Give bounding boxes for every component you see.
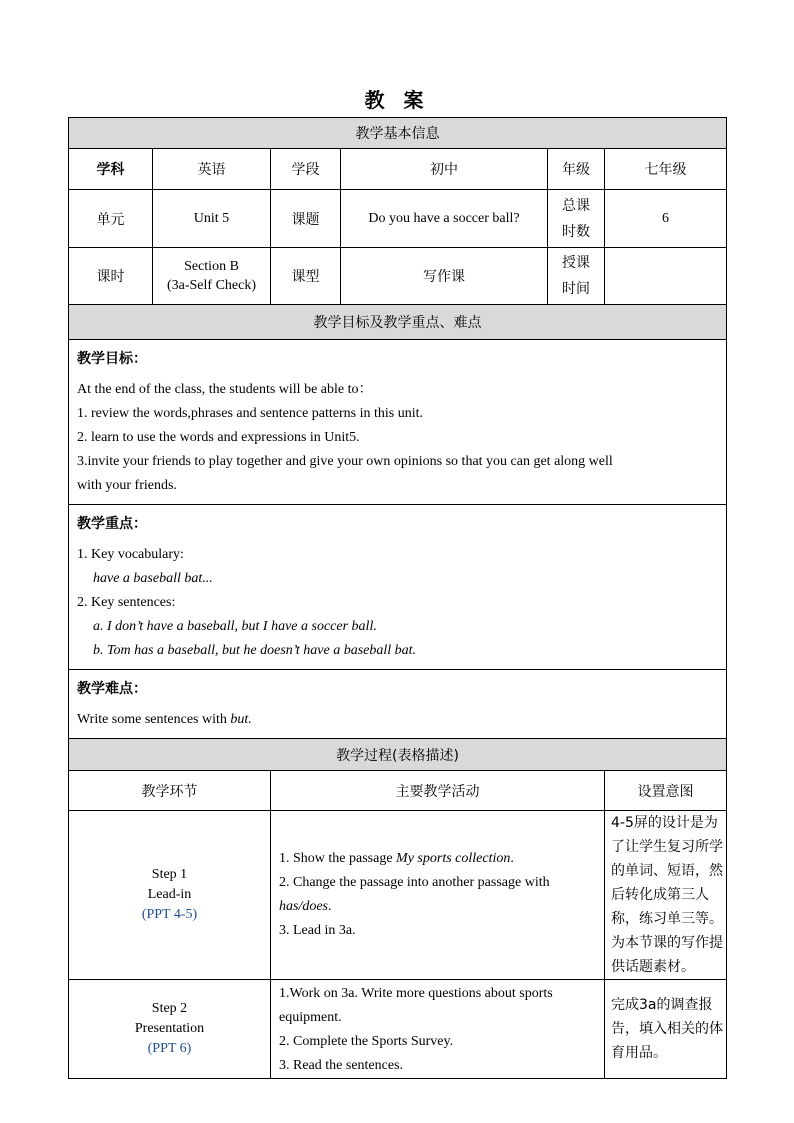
step-1-intent: 4-5屏的设计是为了让学生复习所学的单词、短语，然后转化成第三人称，练习单三等。为本节课的写作提供话题素材。 <box>605 811 727 980</box>
topic-value: Do you have a soccer ball? <box>341 190 548 248</box>
stage-value: 初中 <box>341 149 548 190</box>
type-value: 写作课 <box>341 248 548 305</box>
step-1-ppt: (PPT 4-5) <box>141 907 198 922</box>
col-activity-header: 主要教学活动 <box>271 771 605 811</box>
key-points-cell <box>69 505 727 670</box>
step-2-intent: 完成3a的调查报告，填入相关的体育用品。 <box>605 980 727 1079</box>
period-value <box>153 248 271 305</box>
key-points-heading: 教学重点： <box>77 516 147 532</box>
difficulty-text-main: Write some sentences with <box>77 712 227 727</box>
period-value-line2: (3a-Self Check) <box>166 278 257 293</box>
difficulty-heading: 教学难点： <box>77 681 147 697</box>
grade-label: 年级 <box>548 149 605 190</box>
teach-time-label <box>548 248 605 305</box>
key-sentence-a: a. I don’t have a baseball, but I have a soccer ball. <box>93 619 377 634</box>
topic-label: 课题 <box>271 190 341 248</box>
step-2-number: Step 2 <box>151 1001 188 1016</box>
step-1-name: Lead-in <box>147 887 192 902</box>
objective-line: with your friends. <box>77 478 177 493</box>
teach-time-label-line2: 时间 <box>562 281 590 297</box>
total-hours-label-line1: 总课 <box>562 197 590 214</box>
step-2-activity-3: 3. Read the sentences. <box>279 1058 404 1073</box>
total-hours-value: 6 <box>605 190 727 248</box>
difficulty-word: but. <box>230 712 252 727</box>
unit-label: 单元 <box>69 190 153 248</box>
key-sentence-b: b. Tom has a baseball, but he doesn’t have a baseball bat. <box>93 643 417 658</box>
col-intent-header: 设置意图 <box>605 771 727 811</box>
grade-value: 七年级 <box>605 149 727 190</box>
stage-label: 学段 <box>271 149 341 190</box>
objective-line: At the end of the class, the students will be able to： <box>77 382 373 397</box>
step-2-activity-1: 1.Work on 3a. Write more questions about sports equipment. <box>279 986 553 1025</box>
difficulty-cell <box>69 670 727 739</box>
step-2-name: Presentation <box>134 1021 205 1036</box>
total-hours-label-line2: 时数 <box>562 223 590 240</box>
step-2-activities <box>271 980 605 1079</box>
type-label: 课型 <box>271 248 341 305</box>
document-title: 教 案 <box>364 88 430 112</box>
key-vocab-label: 1. Key vocabulary: <box>77 547 184 562</box>
step-1-activity-2b: has/does. <box>279 899 332 914</box>
objective-line: 3.invite your friends to play together and give your own opinions so that you can get along well <box>77 454 613 469</box>
total-hours-label <box>548 190 605 248</box>
period-label: 课时 <box>69 248 153 305</box>
teach-time-label-line1: 授课 <box>562 255 590 271</box>
process-header: 教学过程(表格描述) <box>69 739 727 771</box>
period-value-line1: Section B <box>184 259 239 274</box>
basic-info-header: 教学基本信息 <box>69 118 727 149</box>
difficulty-text <box>77 708 718 732</box>
step-1-activities <box>271 811 605 980</box>
teach-time-value <box>605 248 727 305</box>
goals-header: 教学目标及教学重点、难点 <box>69 305 727 340</box>
col-step-header: 教学环节 <box>69 771 271 811</box>
step-2-ppt: (PPT 6) <box>147 1041 192 1056</box>
objective-line: 1. review the words,phrases and sentence patterns in this unit. <box>77 406 424 421</box>
subject-label: 学科 <box>69 149 153 190</box>
step-2-cell <box>69 980 271 1079</box>
step-1-cell <box>69 811 271 980</box>
key-vocab-item: have a baseball bat... <box>93 571 213 586</box>
step-1-activity-1: 1. Show the passage My sports collection. <box>279 851 514 866</box>
objectives-cell <box>69 340 727 505</box>
unit-value: Unit 5 <box>153 190 271 248</box>
key-sentences-label: 2. Key sentences: <box>77 595 176 610</box>
objective-line: 2. learn to use the words and expressions in Unit5. <box>77 430 360 445</box>
objectives-heading: 教学目标： <box>77 351 147 367</box>
step-1-activity-2: 2. Change the passage into another passage with <box>279 875 550 890</box>
step-1-number: Step 1 <box>151 867 188 882</box>
step-1-activity-3: 3. Lead in 3a. <box>279 923 356 938</box>
subject-value: 英语 <box>153 149 271 190</box>
step-2-activity-2: 2. Complete the Sports Survey. <box>279 1034 454 1049</box>
lesson-plan-table <box>68 117 727 1079</box>
